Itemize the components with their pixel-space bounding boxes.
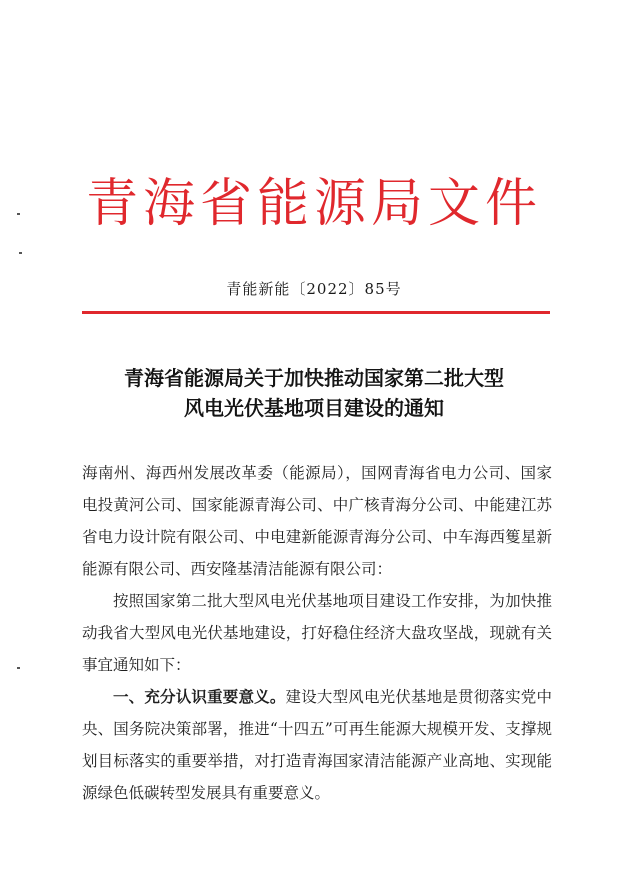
notice-title [0,363,628,423]
document-number: 青能新能〔2022〕85号 [226,280,402,298]
intro-paragraph: 按照国家第二批大型风电光伏基地项目建设工作安排，为加快推动我省大型风电光伏基地建设，打好稳住经济大盘攻坚战，现就有关事宜通知如下： [82,592,552,674]
document-header-title: 青海省能源局文件 [85,174,542,234]
section-1-text: 建设大型风电光伏基地是贯彻落实党中央、国务院决策部署，推进“十四五”可再生能源大规模开发、支撑规划目标落实的重要举措，对打造青海国家清洁能源产业高地、实现能源绿色低碳转型发展具有重要意义。 [82,688,552,802]
document-body [82,457,552,809]
notice-title-line-2: 风电光伏基地项目建设的通知 [184,396,444,420]
section-1-paragraph [82,681,552,809]
addressees-paragraph: 海南州、海西州发展改革委（能源局），国网青海省电力公司、国家电投黄河公司、国家能源青海公司、中广核青海分公司、中能建江苏省电力设计院有限公司、中电建新能源青海分公司、中车海西篗星新能源有限公司、西安隆基清洁能源有限公司： [82,464,552,578]
scan-artifact [19,252,22,254]
section-1-heading: 一、充分认识重要意义。 [113,687,286,706]
scan-artifact [17,667,20,669]
notice-title-line-1: 青海省能源局关于加快推动国家第二批大型 [124,366,504,390]
red-divider-line [82,311,550,314]
